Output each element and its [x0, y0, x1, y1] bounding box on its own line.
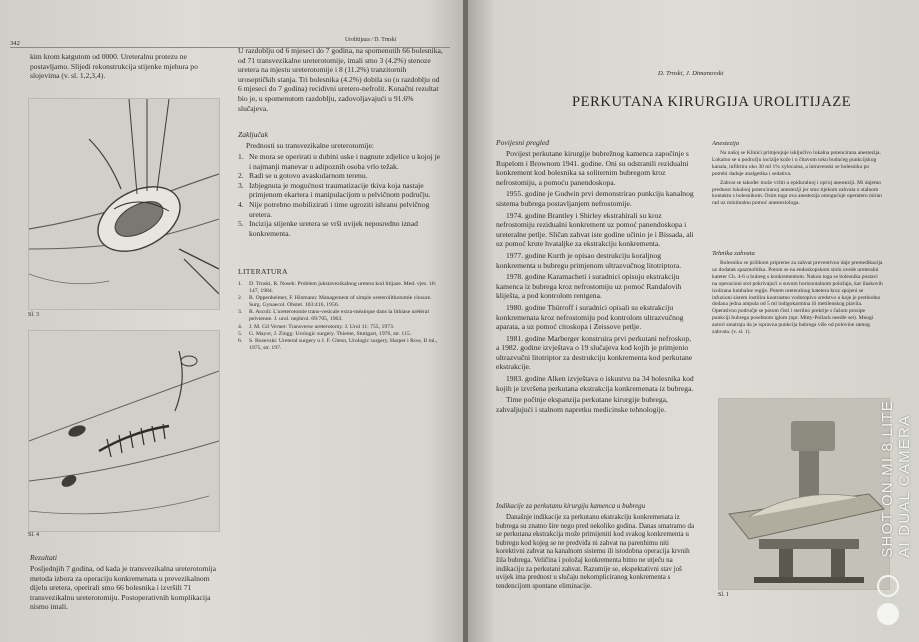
conclusion-item: 1. Ne mora se operirati u dubini uske i nagnute zdjelice u kojoj je i najmanji manevar u adipoznih osoba vrlo težak.	[238, 152, 441, 171]
conclusion-item: 4. Nije potrebno mobilizirati i time ugroziti ishranu pelvičnog uretera.	[238, 199, 430, 219]
history-paragraph: Povijest perkutane kirurgije bubrežnog kamenca započinje s Rupelom i Brownom 1941. godine. Oni su odstranili rezidualni konkrement kod bolesnika sa soliternim bubregom kroz nefrostomiju, a pomoću panendoskopa.	[496, 149, 689, 187]
indication-heading: Indikacije za perkutanu kirurgiju kamenca u bubregu	[496, 502, 646, 510]
watermark-line-2: AI DUAL CAMERA	[896, 414, 913, 558]
history-paragraph: Time počinje ekspanzija perkutane kirurgije bubrega, zahvaljujući i stalnom napretku medicinske tehnologije.	[496, 395, 668, 414]
literature-heading: LITERATURA	[238, 267, 288, 276]
intro-text: kim krom katgutom od 0000. Ureteralnu protezu ne postavljamo. Slijedi rekonstrukcija stijenke mjehura po slojevima (v. sl. 1,2,3,4).	[30, 52, 198, 81]
results-continued-text: U razdoblju od 6 mjeseci do 7 godina, na spomenutih 66 bolesnika, od 71 transvezikalne ureterotomije, imali smo 3 (4.2%) stenoze uretera na mjestu ureterotomije i 8 (11.2%) tranzitornih uroseptičkih stanja. Tri bolesnika (4.2%) dobila su (u razdoblju od 6 mjeseci do 7 godina) recidivni ureterо-nefrolit. Konačni rezultat bio je, u spomenutom razdoblju, zadovoljavajući u 91.6% slučajeva.	[238, 46, 443, 113]
watermark-line-1: SHOT ON MI 8 LITE	[879, 400, 896, 558]
anesthesia-heading: Anestezija	[712, 140, 740, 147]
operating-table-photo	[718, 398, 890, 590]
literature-item: 3. R. Ascoli: L'ureterotomie trans-vesicale extra-méatique dans la lithiase urétéral pelvienne. J. urol. nephrol. 69:705, 1963.	[238, 309, 429, 323]
surgical-illustration-4	[28, 330, 220, 532]
results-text: Posljednjih 7 godina, od kada je transvezikalna ureterotomija metoda izbora za operaciju konkremenata u prevezikalnom dijelu uretera, operirali smo 66 bolesnika i izvršili 71 transvezikalnu ureterotomiju. Postoperativnih komplikacija nismo imali.	[30, 564, 216, 612]
literature-item: 1. D. Trnski, R. Nosek: Problem jukstavezikalnog uretera kod litijaze. Med. vjes. 16: 147, 1984.	[238, 281, 437, 295]
anesthesia-paragraph: Na našoj se Klinici primjenjuje isključivo lokalna potencirana anestezija. Lokalno se u području incizije kože i u čitavom toku budućeg punkcijskog kanala, infiltrira oko 30 ml 1% xylocaina, a intravenski se bolesniku po potrebi daduje analgetika i sedativa.	[712, 150, 881, 177]
conclusion-item: 3. Izbjegnuta je mogućnost traumatizacije tkiva koja nastaje primjenom ekartera i manipulacijom u pelvičnom području.	[238, 180, 431, 200]
literature-item: 2. R. Oppenheimer, F. Hinmann: Management of simple ureterolithotomie closure. Surg. Gynaecol. Obstet. 103:416, 1956.	[238, 295, 432, 309]
watermark-dot-icon	[877, 603, 899, 625]
literature-item: 6. S. Bosevski: Ureteral surgery u J. F. Glenn, Urologic surgery, Harper i Row, II inl., 1975, str. 197.	[238, 337, 438, 351]
surgical-illustration-3	[28, 98, 220, 310]
watermark-logo	[877, 575, 899, 631]
surgical-illustration-4-drawing	[29, 331, 219, 531]
surgical-illustration-3-drawing	[29, 99, 219, 309]
article-authors: D. Trnski, J. Dimanovski	[658, 70, 724, 77]
article-title: PERKUTANA KIRURGIJA UROLITIJAZE	[572, 94, 852, 110]
literature-list	[238, 281, 443, 352]
watermark-ring-icon	[877, 575, 899, 597]
conclusion-intro: Prednosti su transvezikalne ureterotomije:	[246, 141, 375, 150]
history-section	[496, 149, 696, 414]
technique-heading: Tehnika zahvata	[712, 250, 755, 257]
running-header: Urolitijaza / D. Trnski	[345, 37, 397, 43]
camera-watermark	[879, 400, 913, 558]
anesthesia-section	[712, 150, 884, 207]
history-paragraph: 1981. godine Marberger konstruira prvi perkutani nefroskop, a 1982. godine izvještava o 19 slučajeva kod kojih je primjenio ultrazvučni litotriptor za destrukciju konkrementa kod perkutane ekstrakcije.	[496, 333, 693, 372]
figure-4-label: Sl. 4	[28, 532, 40, 538]
technique-text: Bolesniku se prilikom pripreme za zahvat preventivno daje premedikacija uz dodatak spazmolitika. Potom se na endoskopskom stolu uvede ureteralni kateter Ch. 4-6 u bubreg s konkrementom. Nakon toga se bolesnika postavi na operacioni stol pokrivajući u suvom horizontalnom položaju, kar ilaskovih izolirana lumbalne regije. Putem ureteralnog katetera kroz spojeni se infuzioni sistem instilira kontrastno vodotopivo sredstvo u koje je prethodno dodana jedna ampula od 5 ml indigokarmina ili metilenskog plavila. Operativno područje se potom čisti i sterilno prekrije s čašom prosipe punkciji bubrega posebnom iglom (npr. Mitty-Pollack needle set). Mnogi autori smatraju da je ispravna punkcija bubrega više od polovine samog zahvata. (v. sl. 1).	[712, 260, 883, 336]
anesthesia-paragraph: Zahvat se također može vršiti u epiduralnoj i općoj anesteziji. Mi dajemo prednost lokalnoj potenciranoj anesteziji jer smo tijekom zahvata u stalnom kontaktu s bolesnikom. Osim toga ova anestezija omogućuje operateru miran rad uz minimalnu pomoć anesteziologa.	[712, 179, 882, 207]
results-heading: Rezultati	[30, 553, 57, 562]
history-paragraph: 1978. godine Karamacheti i suradnici opisuju ekstrakciju kamenca iz bubrega kroz nefrostomiju uz pomoć Randalovih kliješta, a pod kontrolom rentgena.	[496, 272, 682, 301]
conclusion-item: 2. Radi se u gotovo avaskularnom terenu.	[238, 171, 368, 181]
history-paragraph: 1955. godine je Gudwin prvi demonstrirao punkciju kanalnog sistema bubrega postavljanjem nefrostomije.	[496, 189, 694, 208]
conclusion-item: 5. Incizija stijenke uretera se vrši uvijek neposredno iznad konkrementa.	[238, 219, 418, 238]
conclusion-heading: Zaključak	[238, 130, 268, 139]
history-paragraph: 1977. godine Kurth je opisao destrukciju koraljnog konkrementa u bubregu primjenom ultrazvučnog litotriptora.	[496, 250, 682, 270]
history-paragraph: 1980. godine Thürroff i suradnici opisali su ekstrakciju konkremenata kroz nefrostomiju pod kontrolom ultrazvučnog aparata, a uz pomoć citoskopa i Zeissove petlje.	[496, 302, 684, 332]
indication-text: Današnje indikacije za perkutanu ekstrakciju konkremenata iz bubrega su znatno šire nego pred nekoliko godina. Danas smatramo da se perkutana ekstrakcija može primijeniti kod svakog konkrementa u bubregu kod kojeg se ne predviđa ni zahvat na parenhimu niti korektivni zahvat na kanalnom sistemu ili istodobna operacija krvnih žila bubrega. Veličina i položaj konkrementa bitno ne utječu na indikaciju za perkutani zahvat. Razumije se, ekspektativni stav još uvijek ima prednost u slučaju nekompliciranog konkrementa s tendencijom spontane eliminacije.	[496, 513, 695, 590]
history-paragraph: 1974. godine Brantley i Shirley ekstrahirali su kroz nefrostomiju rezidualni konkrement uz pomoć panendoskopa i ureteralne petlje. Sličan zahvat iste godine učinio je i Bissada, ali uz pomoć krute hvataljke za ekstrakciju konkrementa.	[496, 210, 694, 249]
history-paragraph: 1983. godine Alken izvještava o iskustvu na 34 bolesnika kod kojih je izvršena perkutana ekstrakcija konkremenata iz bubrega.	[496, 374, 694, 393]
literature-item: 4. J. M. Gil Vernet: Transverse ureterotomy. J. Urol 11: 755, 1973.	[238, 323, 395, 330]
right-page	[468, 0, 919, 642]
figure-1-label: Sl. 1	[718, 592, 730, 598]
literature-item: 5. G. Mayor, J. Zingg: Urologic surgery. Thieme, Stuttgart, 1976, str. 115.	[238, 330, 412, 337]
figure-3-label: Sl. 3	[28, 312, 40, 318]
conclusion-list	[238, 152, 443, 238]
operating-table-photo-image	[719, 399, 889, 589]
history-heading: Povijesni pregled	[496, 138, 550, 147]
page-number: 342	[10, 40, 20, 47]
